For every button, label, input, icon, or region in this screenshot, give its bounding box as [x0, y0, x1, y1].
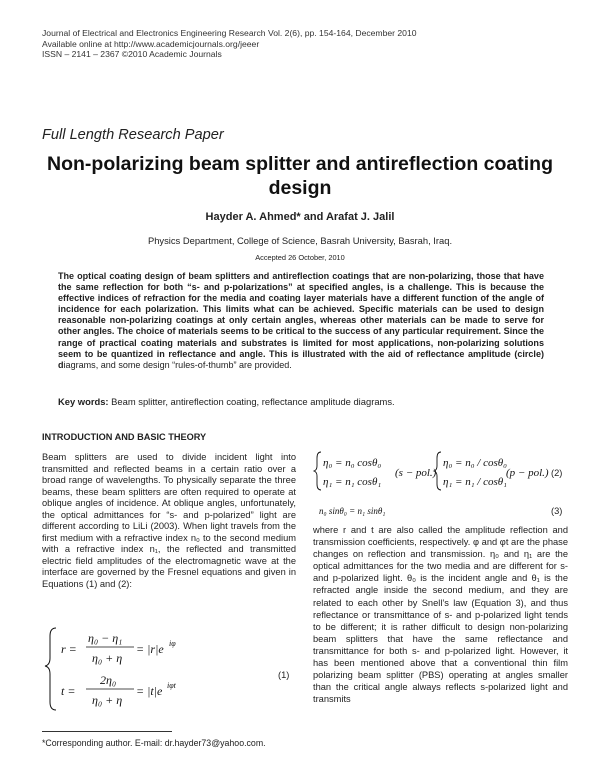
eq1-r-rhs: = |r|e	[136, 642, 164, 656]
affiliation: Physics Department, College of Science, Basrah University, Basrah, Iraq.	[147, 235, 453, 246]
equation-1	[42, 620, 300, 720]
equation-2	[313, 448, 575, 496]
journal-url: Available online at http://www.academicjournals.org/jeeer	[42, 38, 260, 49]
keywords-label: Key words:	[58, 396, 109, 407]
eq1-r-label: r =	[61, 642, 77, 656]
eq2-s-label: (s − pol.)	[395, 467, 437, 479]
eq1-r-den: η₀ + η	[92, 651, 123, 665]
paper-title: Non-polarizing beam splitter and antireflection coating design	[47, 153, 553, 199]
paper-type: Full Length Research Paper	[42, 127, 224, 143]
eq1-t-exp: iφt	[167, 681, 176, 690]
eq2-s-line1: η₀ = n₀ cosθ₀	[323, 457, 382, 469]
accepted-date: Accepted 26 October, 2010	[255, 253, 345, 262]
keywords-text: Beam splitter, antireflection coating, reflectance amplitude diagrams.	[111, 396, 395, 407]
eq1-t-den: η₀ + η	[92, 693, 123, 707]
journal-citation: Journal of Electrical and Electronics Engineering Research Vol. 2(6), pp. 154-164, December 2010	[42, 28, 417, 38]
journal-issn: ISSN – 2141 – 2367 ©2010 Academic Journals	[42, 49, 222, 59]
eq1-r-exp: iφ	[169, 639, 176, 648]
eq2-s-line2: η₁ = n₁ cosθ₁	[323, 476, 382, 488]
eq2-p-line1: η₀ = n₀ / cosθ₀	[443, 457, 507, 469]
eq3-body: n₀ sinθ₀ = n₁ sinθ₁	[319, 506, 386, 516]
journal-header	[42, 28, 417, 60]
left-column-para: Beam splitters are used to divide incident light into transmitted and reflected beams in a certain ratio over a broad range of wavelengths. To physically separate the three beams, these beam splitters are often required to operate at oblique angles of incidence. At oblique angles, unfortunately, the optical admittances for “s- and p-polarized” light are different according to LiLi (2003). When light travels from the first medium with a refractive index n₀ to the second medium with a refractive index n₁, the reflected and transmitted electric field amplitudes of the electromagnetic wave at the interface are governed by the Fresnel equations and given in Equations (1) and (2):	[42, 452, 296, 590]
abstract	[58, 271, 544, 371]
eq1-number: (1)	[278, 670, 290, 680]
eq1-r-num: η₀ − η₁	[88, 631, 123, 645]
footnote: *Corresponding author. E-mail: dr.hayder73@yahoo.com.	[42, 738, 266, 748]
eq1-t-rhs: = |t|e	[136, 684, 163, 698]
eq2-p-label: (p − pol.)	[506, 467, 549, 479]
eq3-number: (3)	[551, 506, 563, 516]
footnote-rule	[42, 731, 172, 732]
abstract-bold: The optical coating design of beam splitters and antireflection coatings that are non-polarizing, those that have the same reflection for both “s- and p-polarizations” at specified angles, is a challenge. This is because the effective indices of refraction for the media and coating layer materials have a different function of the angle of incidence for each polarization. This limits what can be achieved. Specific materials can be used to design reasonable non-polarizing coatings at only certain angles, whereas other materials can be made to serve for other angles. The choice of materials seems to be critical to the success of any particular requirement. Since the range of practical coating materials and substrates is limited for most applications, non-polarizing solutions seem to be quantized in reflectance and angle. This is illustrated with the aid of reflectance amplitude (circle) d	[58, 271, 544, 370]
abstract-normal: iagrams, and some design “rules-of-thumb” are provided.	[63, 359, 292, 370]
eq1-t-label: t =	[61, 684, 76, 698]
eq1-t-num: 2η₀	[100, 673, 117, 687]
authors: Hayder A. Ahmed* and Arafat J. Jalil	[205, 211, 395, 223]
equation-3	[313, 500, 575, 520]
section-heading: INTRODUCTION AND BASIC THEORY	[42, 432, 207, 442]
keywords	[58, 396, 544, 407]
eq2-p-line2: η₁ = n₁ / cosθ₁	[443, 476, 507, 488]
eq2-number: (2)	[551, 468, 563, 478]
right-column-para: where r and t are also called the amplitude reflection and transmission coefficients, respectively. φ and φt are the phase changes on reflection and transmission. η₀ and η₁ are the optical admittances for the two media and are different for s- and p-polarized light. θ₀ is the incident angle and θ₁ is the refracted angle inside the second medium, and they are related to each other by Snell’s law (Equation 3), and thus reflectance or transmittance of s- and p-polarized light tends to be different; it is rather difficult to design non-polarizing beam splitters that have the same reflectance and transmittance for both s- and p-polarized light. However, it has been mentioned above that a conventional thin film polarizing beam splitter (PBS) operating at angles smaller than the critical angle always reflects s-polarized light and transmits	[313, 525, 568, 705]
